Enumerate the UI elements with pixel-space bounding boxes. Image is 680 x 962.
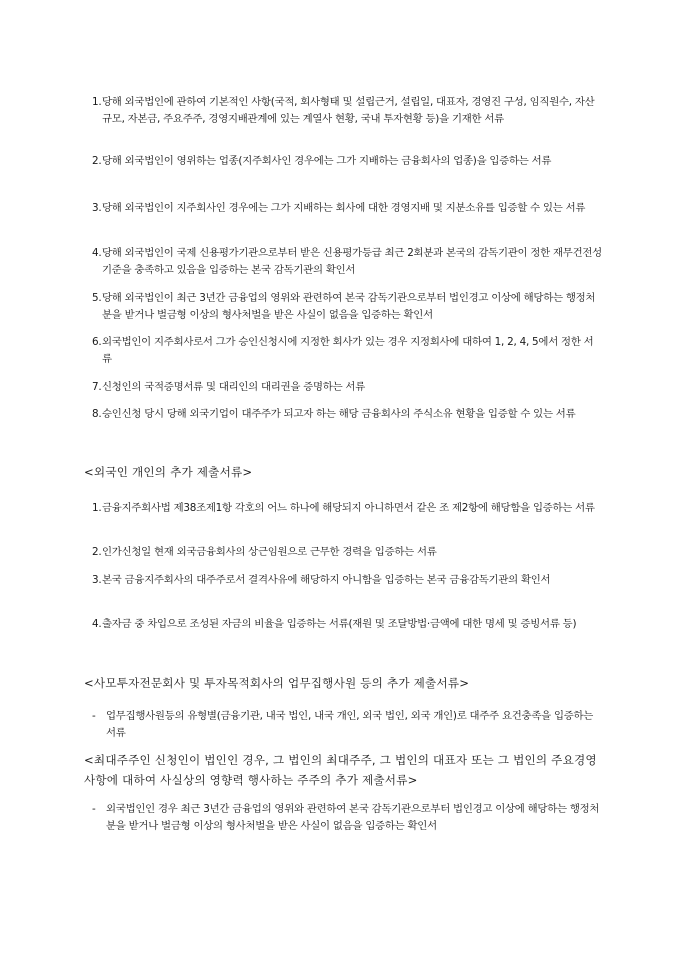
item-text: 외국법인이 지주회사로서 그가 승인신청시에 지정한 회사가 있는 경우 지정회사에 대하여 1, 2, 4, 5에서 정한 서류 [102, 336, 594, 365]
item-number: 2. [92, 546, 102, 558]
list-item [92, 801, 602, 835]
list-item [92, 153, 602, 170]
item-text: 당해 외국법인이 국제 신용평가기관으로부터 받은 신용평가등급 최근 2회분과 본국의 감독기관이 정한 재무건전성 기준을 충족하고 있음을 입증하는 본국 감독기관의 확인서 [102, 247, 602, 276]
item-text: 당해 외국법인이 지주회사인 경우에는 그가 지배하는 회사에 대한 경영지배 및 지분소유를 입증할 수 있는 서류 [102, 202, 586, 214]
list-item [92, 334, 602, 368]
item-number: 7. [92, 381, 102, 393]
item-number: 3. [92, 574, 102, 586]
item-text: 당해 외국법인이 최근 3년간 금융업의 영위와 관련하여 본국 감독기관으로부터 법인경고 이상에 해당하는 행정처분을 받거나 벌금형 이상의 형사처벌을 받은 사실이 없음을 입증하는 확인서 [102, 292, 596, 321]
dash-bullet: - [92, 803, 96, 815]
list-item [92, 500, 602, 517]
item-number: 5. [92, 292, 102, 304]
list-item [92, 245, 602, 279]
section-heading: <외국인 개인의 추가 제출서류> [84, 465, 253, 479]
item-text: 신청인의 국적증명서류 및 대리인의 대리권을 증명하는 서류 [102, 381, 365, 393]
list-item [92, 290, 602, 324]
item-number: 1. [92, 502, 102, 514]
item-text: 당해 외국법인이 영위하는 업종(지주회사인 경우에는 그가 지배하는 금융회사의 업종)을 입증하는 서류 [102, 155, 552, 167]
item-text: 외국법인인 경우 최근 3년간 금융업의 영위와 관련하여 본국 감독기관으로부터 법인경고 이상에 해당하는 행정처분을 받거나 벌금형 이상의 형사처벌을 받은 사실이 없음을 입증하는 확인서 [106, 803, 600, 832]
item-number: 3. [92, 202, 102, 214]
list-item [92, 94, 602, 128]
item-text: 본국 금융지주회사의 대주주로서 결격사유에 해당하지 아니함을 입증하는 본국 금융감독기관의 확인서 [102, 574, 551, 586]
item-number: 1. [92, 96, 102, 108]
item-number: 6. [92, 336, 102, 348]
list-item [92, 200, 602, 217]
item-number: 2. [92, 155, 102, 167]
item-text: 인가신청일 현재 외국금융회사의 상근임원으로 근무한 경력을 입증하는 서류 [102, 546, 437, 558]
section-heading: <사모투자전문회사 및 투자목적회사의 업무집행사원 등의 추가 제출서류> [84, 676, 470, 690]
item-text: 출자금 중 차입으로 조성된 자금의 비율을 입증하는 서류(재원 및 조달방법·금액에 대한 명세 및 증빙서류 등) [102, 618, 577, 630]
item-number: 4. [92, 247, 102, 259]
list-item [92, 616, 602, 633]
item-number: 4. [92, 618, 102, 630]
list-item [92, 379, 602, 396]
item-text: 당해 외국법인에 관하여 기본적인 사항(국적, 회사형태 및 설립근거, 설립일, 대표자, 경영진 구성, 임직원수, 자산규모, 자본금, 주요주주, 경영지배관계에 있는 계열사 현황, 국내 투자현황 등)을 기재한 서류 [102, 96, 595, 125]
list-item [92, 708, 602, 742]
list-item [92, 406, 602, 423]
list-item [92, 544, 602, 561]
item-text: 금융지주회사법 제38조제1항 각호의 어느 하나에 해당되지 아니하면서 같은 조 제2항에 해당함을 입증하는 서류 [102, 502, 595, 514]
section-heading: <최대주주인 신청인이 법인인 경우, 그 법인의 최대주주, 그 법인의 대표자 또는 그 법인의 주요경영사항에 대하여 사실상의 영향력 행사하는 주주의 추가 제출서류> [84, 753, 597, 787]
list-item [92, 572, 602, 589]
item-text: 승인신청 당시 당해 외국기업이 대주주가 되고자 하는 해당 금융회사의 주식소유 현황을 입증할 수 있는 서류 [102, 408, 576, 420]
dash-bullet: - [92, 710, 96, 722]
item-number: 8. [92, 408, 102, 420]
item-text: 업무집행사원등의 유형별(금융기관, 내국 법인, 내국 개인, 외국 법인, 외국 개인)로 대주주 요건충족을 입증하는 서류 [106, 710, 594, 739]
